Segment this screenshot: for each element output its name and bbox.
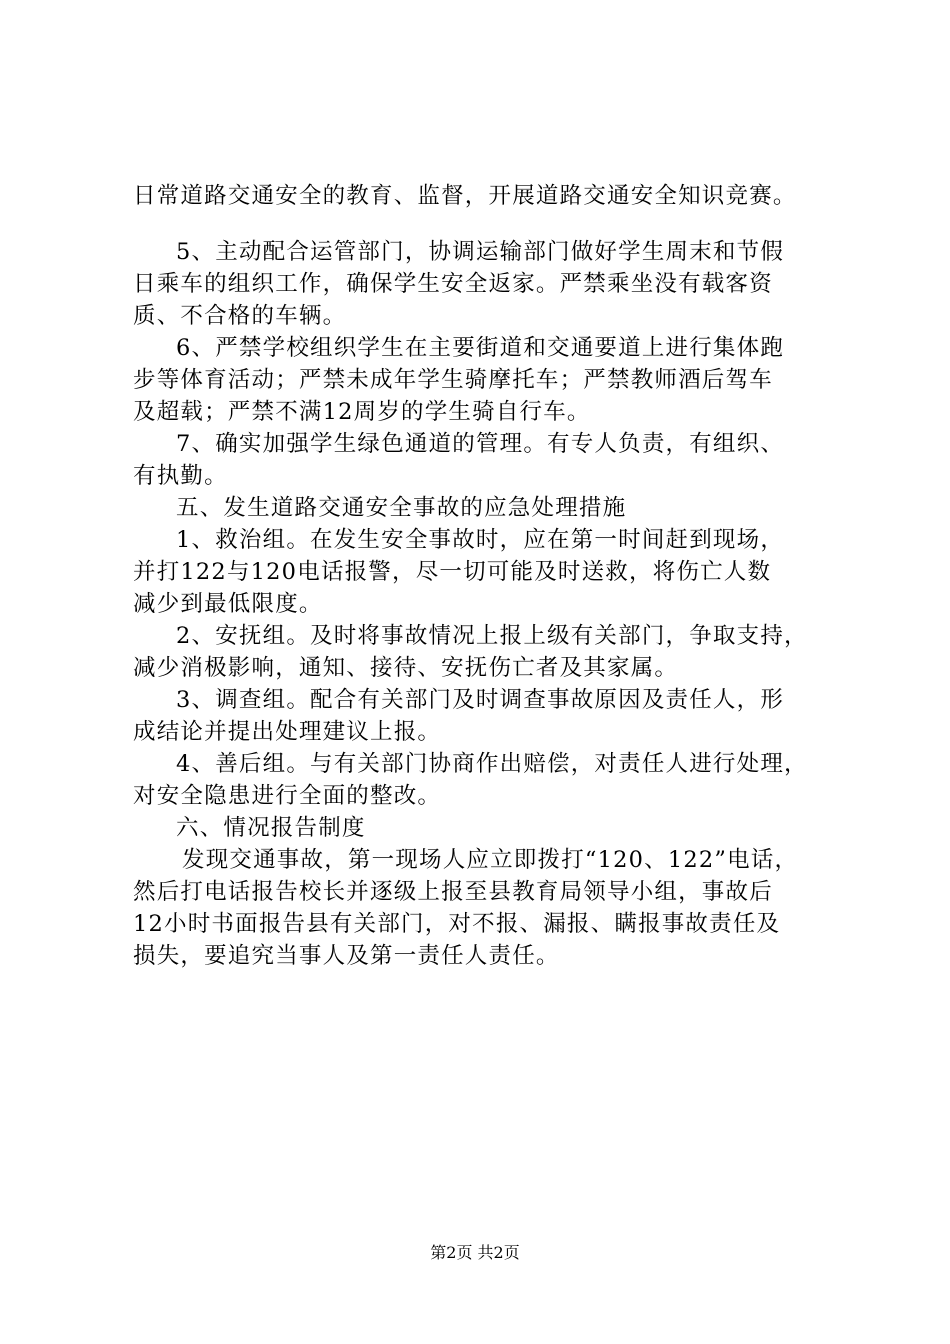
paragraph-line: 12小时书面报告县有关部门，对不报、漏报、瞒报事故责任及 (133, 911, 781, 937)
paragraph-line: 日常道路交通安全的教育、监督，开展道路交通安全知识竞赛。 (133, 183, 797, 209)
paragraph-line: 成结论并提出处理建议上报。 (133, 719, 442, 745)
paragraph-line: 发现交通事故，第一现场人应立即拨打“120、122”电话， (182, 847, 799, 873)
paragraph-line: 步等体育活动；严禁未成年学生骑摩托车；严禁教师酒后驾车 (133, 367, 773, 393)
section-heading: 五、发生道路交通安全事故的应急处理措施 (176, 495, 627, 521)
paragraph-line: 4、善后组。与有关部门协商作出赔偿，对责任人进行处理， (176, 751, 808, 777)
paragraph-line: 3、调查组。配合有关部门及时调查事故原因及责任人，形 (176, 687, 785, 713)
paragraph-line: 质、不合格的车辆。 (133, 303, 347, 329)
section-heading: 六、情况报告制度 (176, 815, 366, 841)
paragraph-line: 5、主动配合运管部门，协调运输部门做好学生周末和节假 (176, 239, 785, 265)
paragraph-line: 减少消极影响，通知、接待、安抚伤亡者及其家属。 (133, 655, 679, 681)
paragraph-line: 然后打电话报告校长并逐级上报至县教育局领导小组，事故后 (133, 879, 773, 905)
paragraph-line: 损失，要追究当事人及第一责任人责任。 (133, 943, 560, 969)
paragraph-line: 减少到最低限度。 (133, 591, 323, 617)
paragraph-line: 日乘车的组织工作，确保学生安全返家。严禁乘坐没有载客资 (133, 271, 773, 297)
page-number-footer: 第2页 共2页 (430, 1243, 520, 1262)
paragraph-line: 对安全隐患进行全面的整改。 (133, 783, 442, 809)
paragraph-line: 有执勤。 (133, 463, 228, 489)
paragraph-line: 6、严禁学校组织学生在主要街道和交通要道上进行集体跑 (176, 335, 785, 361)
paragraph-line: 2、安抚组。及时将事故情况上报上级有关部门，争取支持， (176, 623, 808, 649)
paragraph-line: 及超载；严禁不满12周岁的学生骑自行车。 (133, 399, 591, 425)
paragraph-line: 7、确实加强学生绿色通道的管理。有专人负责，有组织、 (176, 431, 785, 457)
paragraph-line: 1、救治组。在发生安全事故时，应在第一时间赶到现场， (176, 527, 785, 553)
paragraph-line: 并打122与120电话报警，尽一切可能及时送救，将伤亡人数 (133, 559, 772, 585)
